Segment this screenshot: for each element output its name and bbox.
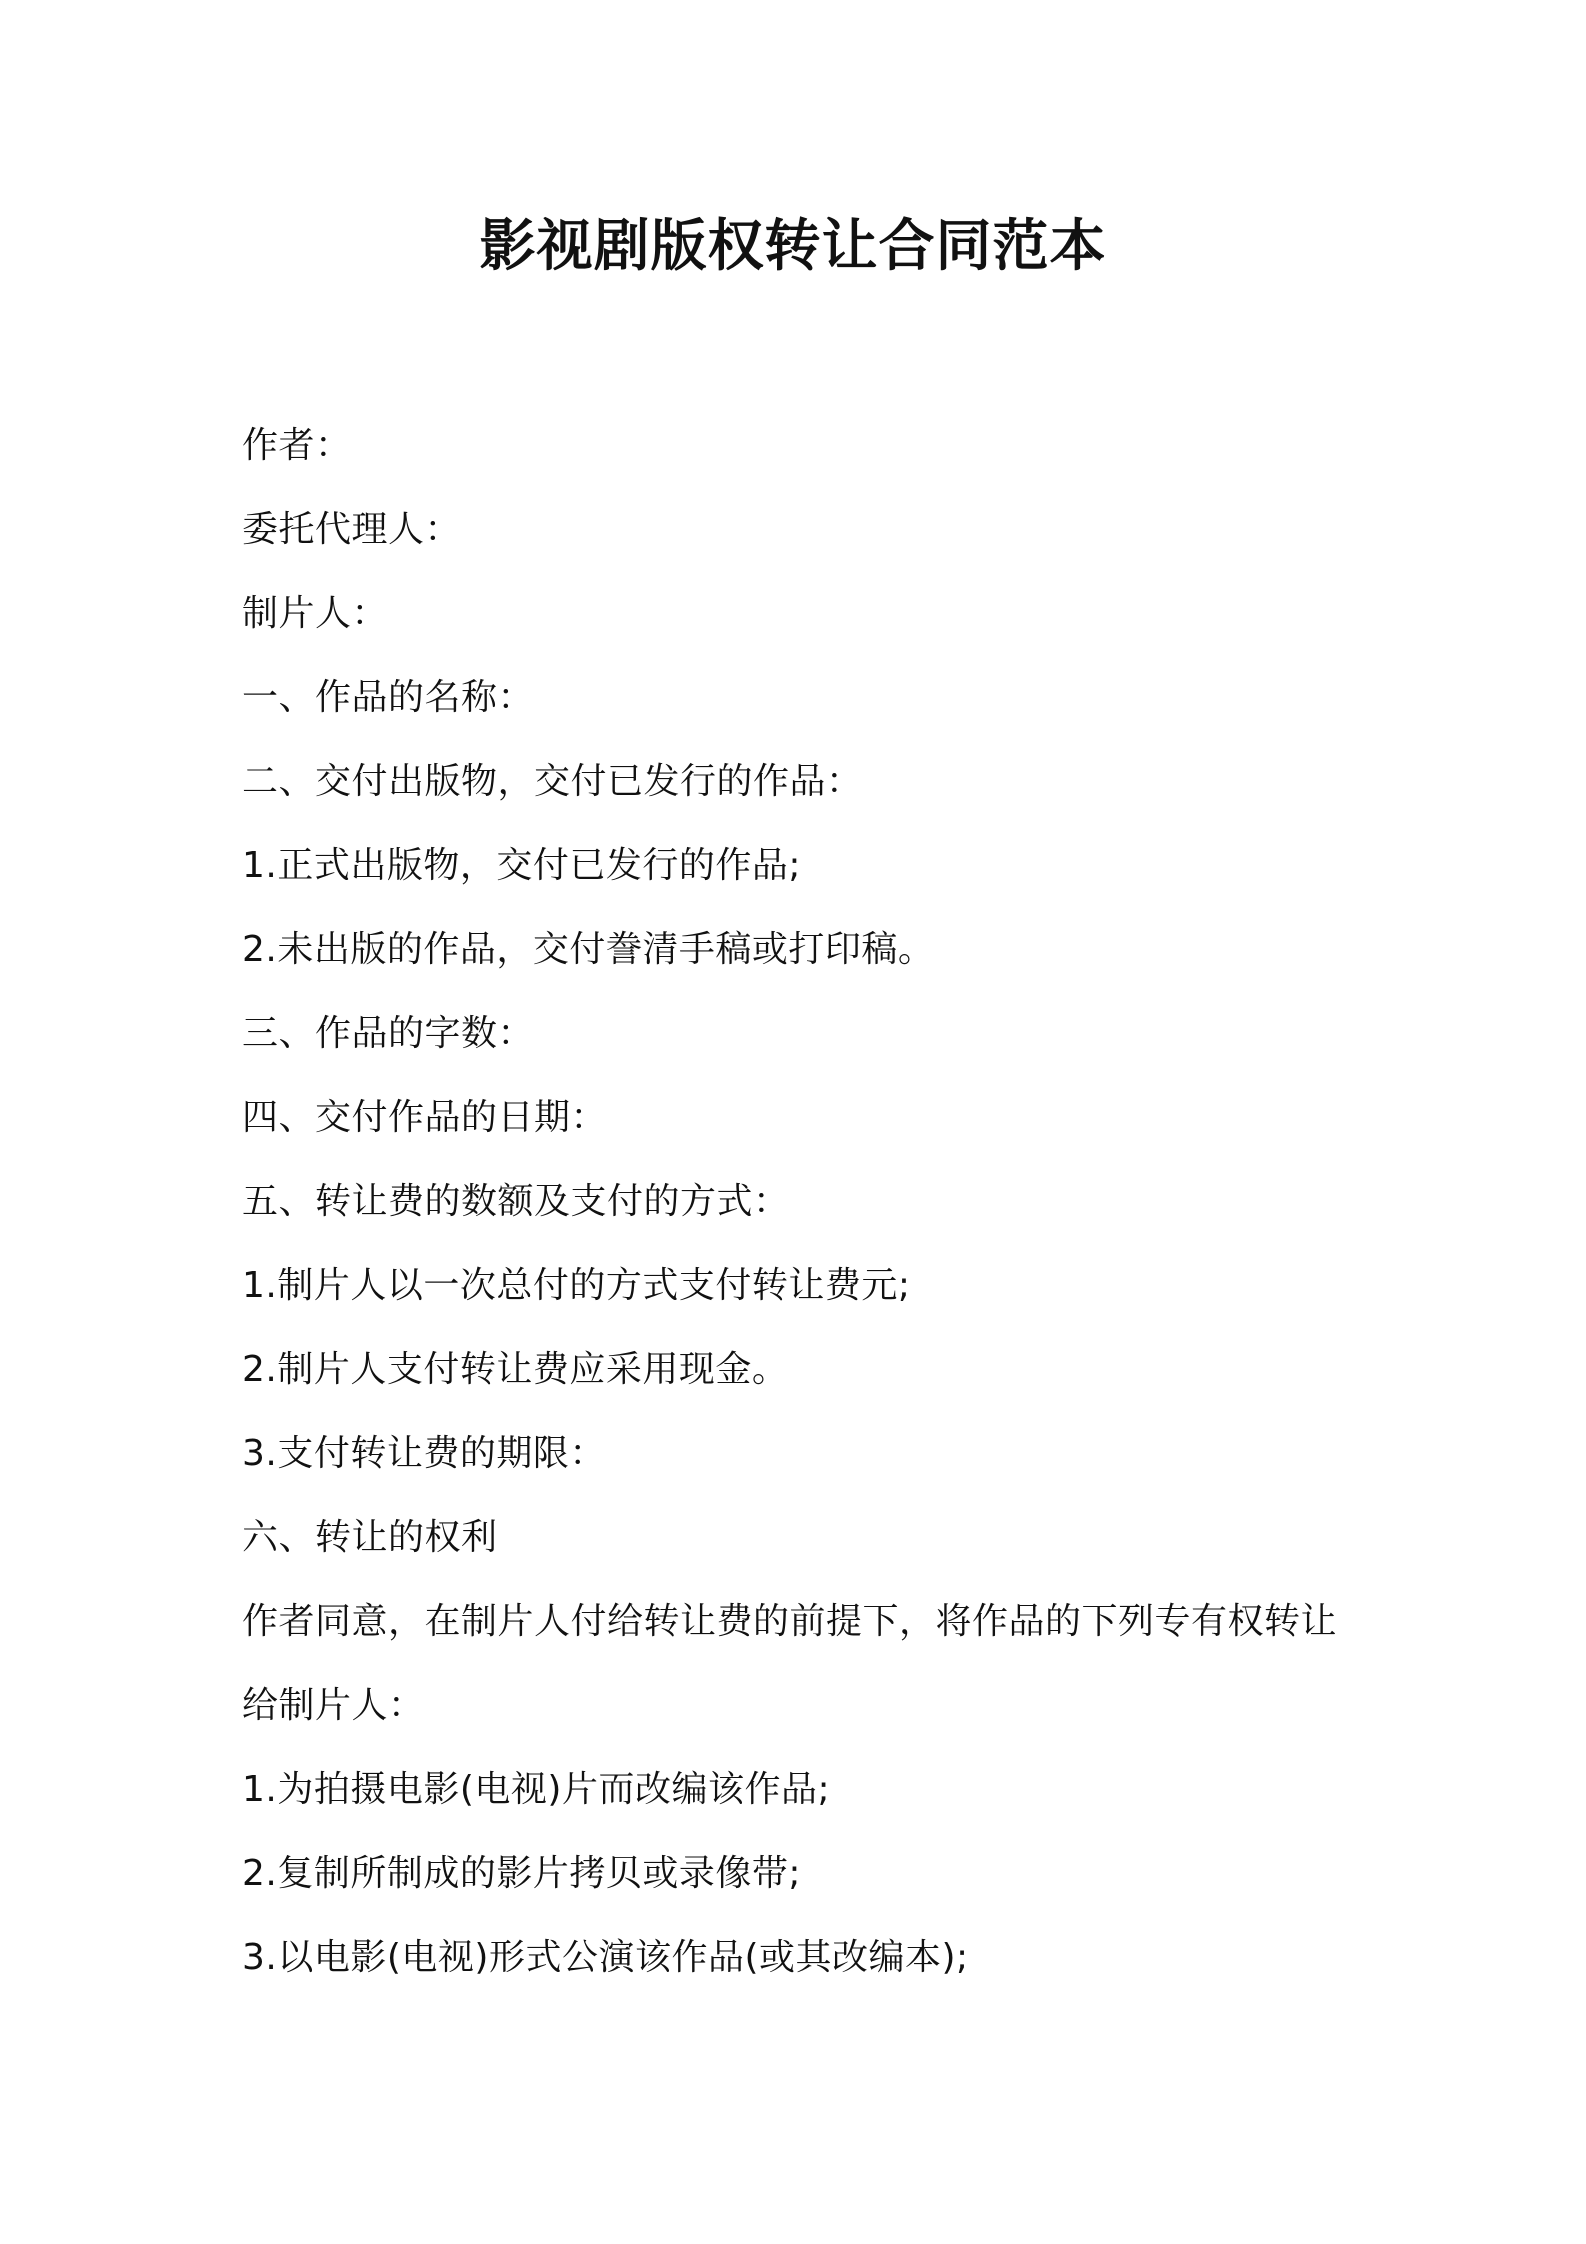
section-4-delivery-date: 四、交付作品的日期： — [242, 1097, 608, 1138]
line-agent: 委托代理人： — [242, 509, 462, 550]
section-1-work-name: 一、作品的名称： — [242, 677, 535, 718]
section-2-item-2: 2.未出版的作品，交付誊清手稿或打印稿。 — [242, 929, 935, 970]
section-6-paragraph-line-2: 给制片人： — [242, 1685, 425, 1726]
document-title: 影视剧版权转让合同范本 — [479, 214, 1107, 279]
section-2-item-1: 1.正式出版物，交付已发行的作品; — [242, 845, 801, 886]
section-6-item-1: 1.为拍摄电影(电视)片而改编该作品; — [242, 1769, 831, 1810]
section-6-item-2: 2.复制所制成的影片拷贝或录像带; — [242, 1853, 801, 1894]
section-5-item-1: 1.制片人以一次总付的方式支付转让费元; — [242, 1265, 911, 1306]
document-body — [242, 404, 1392, 2000]
line-author: 作者： — [242, 425, 352, 466]
section-6-item-3: 3.以电影(电视)形式公演该作品(或其改编本); — [242, 1937, 969, 1978]
section-2-delivery: 二、交付出版物，交付已发行的作品： — [242, 761, 863, 802]
section-5-item-2: 2.制片人支付转让费应采用现金。 — [242, 1349, 789, 1390]
section-5-fee: 五、转让费的数额及支付的方式： — [242, 1181, 790, 1222]
section-5-item-3: 3.支付转让费的期限： — [242, 1433, 606, 1474]
section-3-word-count: 三、作品的字数： — [242, 1013, 535, 1054]
line-producer: 制片人： — [242, 593, 389, 634]
section-6-paragraph-line-1: 作者同意，在制片人付给转让费的前提下，将作品的下列专有权转让 — [242, 1601, 1338, 1642]
section-6-rights: 六、转让的权利 — [242, 1517, 498, 1558]
